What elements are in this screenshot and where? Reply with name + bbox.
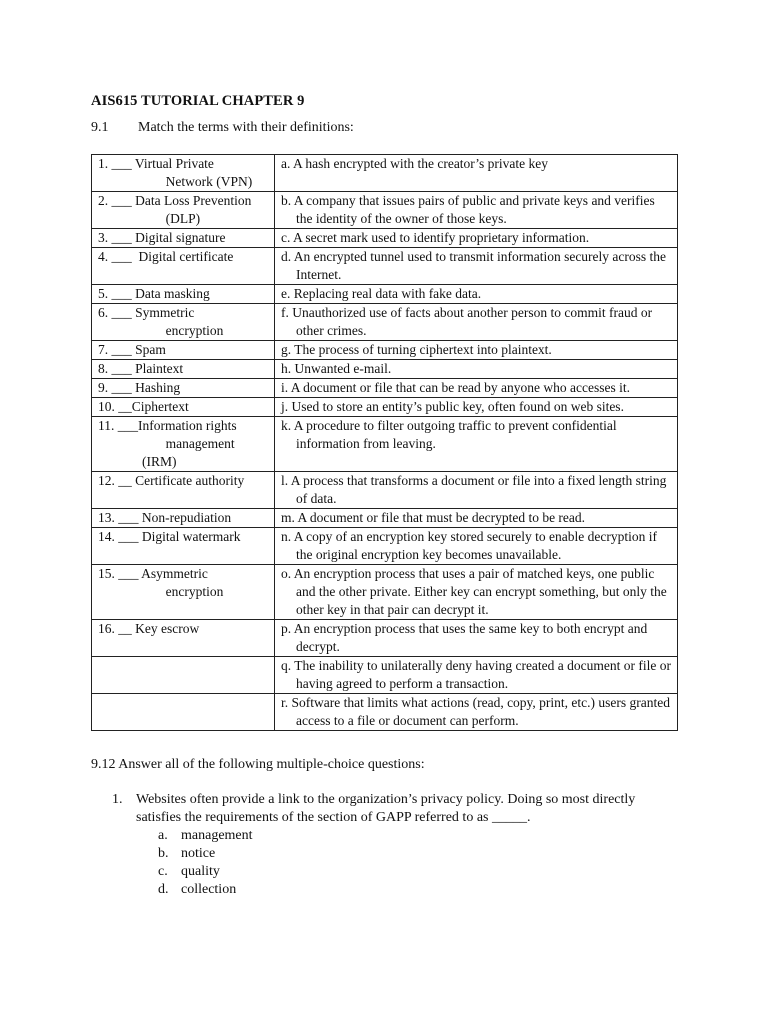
definition-text: q. The inability to unilaterally deny having created a document or file or having agreed to perform a transaction. (281, 658, 671, 691)
definition-text: o. An encryption process that uses a pair of matched keys, one public and the other private. Either key can encrypt something, but only the other key in that pair can decrypt it. (281, 566, 667, 617)
matching-table (91, 154, 678, 731)
definition-cell (275, 417, 678, 472)
table-row (92, 509, 678, 528)
term-cell (92, 360, 275, 379)
term-cell (92, 192, 275, 229)
definition-text: m. A document or file that must be decrypted to be read. (281, 510, 586, 525)
term-text: 12. __ Certificate authority (98, 473, 245, 488)
definition-text: l. A process that transforms a document or file into a fixed length string of data. (281, 473, 667, 506)
definition-text: h. Unwanted e-mail. (281, 361, 392, 376)
table-row (92, 472, 678, 509)
term-text: 8. ___ Plaintext (98, 361, 184, 376)
term-cell (92, 417, 275, 472)
table-row (92, 248, 678, 285)
term-text: 6. ___ Symmetric encryption (98, 305, 224, 338)
definition-cell (275, 341, 678, 360)
definition-cell (275, 657, 678, 694)
section-9-12-heading: 9.12 Answer all of the following multiple-choice questions: (91, 757, 425, 772)
term-cell (92, 229, 275, 248)
definition-cell (275, 304, 678, 341)
question-1-options (158, 827, 253, 899)
option-text: notice (181, 846, 216, 861)
term-text: 10. __Ciphertext (98, 399, 189, 414)
section-9-1-intro (91, 120, 354, 136)
definition-text: j. Used to store an entity’s public key, often found on web sites. (281, 399, 624, 414)
term-cell (92, 155, 275, 192)
definition-text: c. A secret mark used to identify proprietary information. (281, 230, 590, 245)
option-letter: d. (158, 882, 169, 897)
term-text: 4. ___ Digital certificate (98, 249, 234, 264)
definition-cell (275, 192, 678, 229)
term-cell (92, 528, 275, 565)
table-row (92, 620, 678, 657)
definition-cell (275, 248, 678, 285)
definition-text: i. A document or file that can be read by anyone who accesses it. (281, 380, 631, 395)
table-row (92, 417, 678, 472)
term-cell (92, 341, 275, 360)
table-row (92, 657, 678, 694)
answer-option (158, 863, 253, 881)
term-cell (92, 379, 275, 398)
table-row (92, 155, 678, 192)
term-cell (92, 620, 275, 657)
definition-text: e. Replacing real data with fake data. (281, 286, 482, 301)
option-text: management (181, 828, 253, 843)
definition-cell (275, 360, 678, 379)
table-row (92, 285, 678, 304)
term-cell (92, 248, 275, 285)
definition-cell (275, 528, 678, 565)
term-cell (92, 285, 275, 304)
term-text: 16. __ Key escrow (98, 621, 200, 636)
section-instruction: Match the terms with their definitions: (138, 120, 354, 135)
definition-text: a. A hash encrypted with the creator’s private key (281, 156, 549, 171)
table-row (92, 229, 678, 248)
table-row (92, 565, 678, 620)
term-text: 14. ___ Digital watermark (98, 529, 241, 544)
definition-cell (275, 379, 678, 398)
option-letter: c. (158, 864, 168, 879)
definition-cell (275, 155, 678, 192)
term-text: 1. ___ Virtual Private Network (VPN) (98, 156, 253, 189)
definition-text: f. Unauthorized use of facts about another person to commit fraud or other crimes. (281, 305, 653, 338)
definition-cell (275, 472, 678, 509)
term-text: 2. ___ Data Loss Prevention (DLP) (98, 193, 252, 226)
term-cell (92, 472, 275, 509)
term-cell (92, 657, 275, 694)
option-letter: b. (158, 846, 169, 861)
term-text: 15. ___ Asymmetric encryption (98, 566, 224, 599)
definition-text: k. A procedure to filter outgoing traffic to prevent confidential information from leaving. (281, 418, 617, 451)
definition-text: r. Software that limits what actions (read, copy, print, etc.) users granted access to a file or document can perform. (281, 695, 671, 728)
option-text: quality (181, 864, 220, 879)
table-row (92, 304, 678, 341)
definition-cell (275, 285, 678, 304)
definition-cell (275, 229, 678, 248)
term-text: 5. ___ Data masking (98, 286, 210, 301)
table-row (92, 398, 678, 417)
term-cell (92, 565, 275, 620)
table-row (92, 379, 678, 398)
definition-cell (275, 509, 678, 528)
definition-text: n. A copy of an encryption key stored securely to enable decryption if the original encryption key becomes unavailable. (281, 529, 658, 562)
answer-option (158, 881, 253, 899)
term-text: 13. ___ Non-repudiation (98, 510, 232, 525)
section-number: 9.1 (91, 120, 109, 135)
table-row (92, 694, 678, 731)
term-cell (92, 398, 275, 417)
option-text: collection (181, 882, 237, 897)
definition-text: b. A company that issues pairs of public and private keys and verifies the identity of the owner of those keys. (281, 193, 655, 226)
option-letter: a. (158, 828, 168, 843)
answer-option (158, 827, 253, 845)
table-row (92, 360, 678, 379)
term-text: 7. ___ Spam (98, 342, 166, 357)
table-row (92, 528, 678, 565)
definition-text: g. The process of turning ciphertext into plaintext. (281, 342, 552, 357)
definition-text: d. An encrypted tunnel used to transmit information securely across the Internet. (281, 249, 667, 282)
question-number: 1. (112, 792, 123, 807)
table-row (92, 341, 678, 360)
term-cell (92, 509, 275, 528)
definition-cell (275, 620, 678, 657)
definition-cell (275, 565, 678, 620)
question-text: Websites often provide a link to the organization’s privacy policy. Doing so most directly satisfies the requirements of the section of GAPP referred to as _____. (136, 792, 636, 825)
table-row (92, 192, 678, 229)
term-text: 3. ___ Digital signature (98, 230, 226, 245)
term-cell (92, 304, 275, 341)
term-text: 11. ___Information rights management (IRM) (98, 418, 237, 469)
definition-cell (275, 694, 678, 731)
term-text: 9. ___ Hashing (98, 380, 181, 395)
question-1 (112, 791, 682, 827)
definition-text: p. An encryption process that uses the same key to both encrypt and decrypt. (281, 621, 648, 654)
definition-cell (275, 398, 678, 417)
term-cell (92, 694, 275, 731)
page-title: AIS615 TUTORIAL CHAPTER 9 (91, 93, 305, 109)
answer-option (158, 845, 253, 863)
